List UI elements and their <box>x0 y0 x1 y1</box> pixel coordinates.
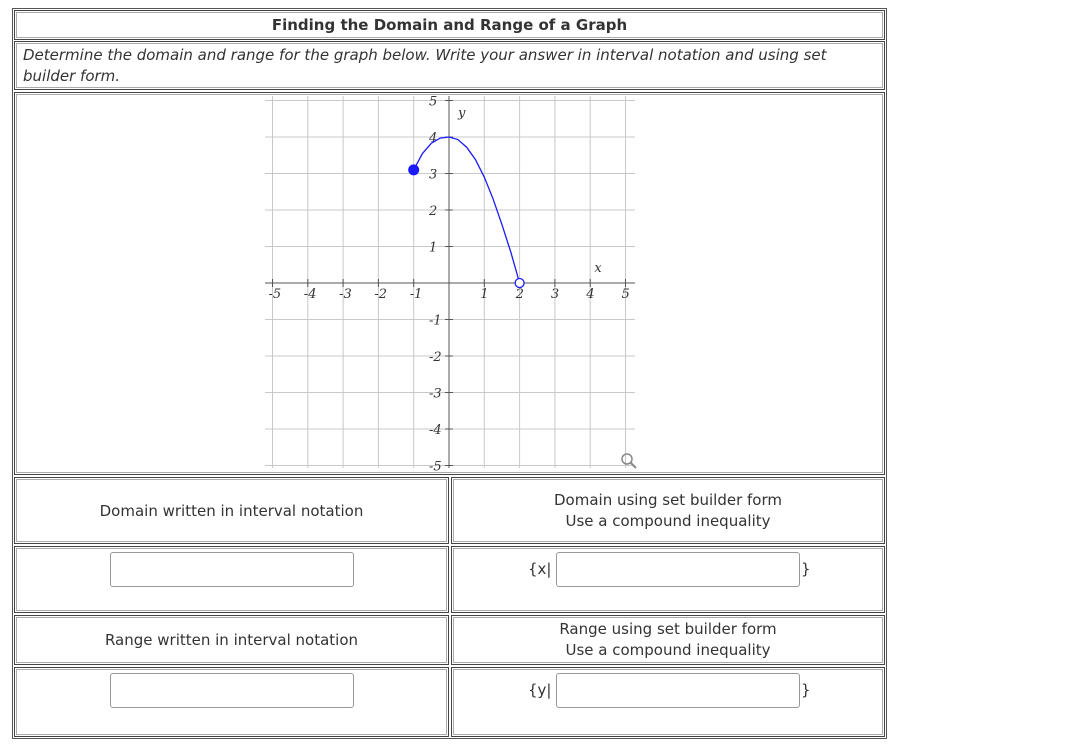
x-tick-label: 4 <box>586 287 595 302</box>
y-tick-label: 5 <box>429 94 438 110</box>
domain-interval-label-text: Domain written in interval notation <box>99 501 364 520</box>
axes <box>265 96 635 468</box>
x-tick-label: 5 <box>621 287 630 302</box>
graph-panel <box>14 92 885 475</box>
y-tick-label: -2 <box>429 350 442 365</box>
y-tick-label: 1 <box>429 240 438 256</box>
domain-set-label-text: Domain using set builder form <box>554 490 782 509</box>
domain-set-cell <box>451 546 885 613</box>
range-set-input[interactable] <box>556 673 800 708</box>
range-set-cell <box>451 667 885 737</box>
x-axis-label: x <box>594 261 602 276</box>
y-tick-label: 3 <box>429 167 438 183</box>
open-endpoint <box>515 279 524 288</box>
x-tick-label: -2 <box>374 287 388 302</box>
y-tick-label: 4 <box>429 131 438 146</box>
y-tick-label: -4 <box>429 423 442 438</box>
y-axis-label: y <box>458 105 466 121</box>
x-tick-label: 1 <box>480 287 489 302</box>
y-tick-label: -5 <box>429 459 442 474</box>
domain-set-input[interactable] <box>556 552 800 587</box>
x-tick-label: 3 <box>550 287 560 302</box>
range-interval-label <box>14 615 449 665</box>
domain-set-suffix: } <box>801 560 811 578</box>
y-tick-label: -1 <box>429 313 442 329</box>
x-tick-label: -4 <box>303 287 317 302</box>
x-tick-label: -5 <box>268 287 282 302</box>
range-interval-input[interactable] <box>110 673 354 708</box>
range-set-label <box>451 615 885 665</box>
range-set-prefix: {y| <box>528 681 552 699</box>
y-tick-label: 2 <box>429 204 438 219</box>
domain-set-label <box>451 477 885 544</box>
range-set-suffix: } <box>801 681 811 699</box>
range-interval-cell <box>14 667 449 737</box>
y-tick-label: -3 <box>429 386 442 402</box>
x-tick-label: -3 <box>339 287 352 302</box>
x-tick-label: -1 <box>409 287 423 302</box>
problem-instructions: Determine the domain and range for the graph below. Write your answer in interval notation and using set builder form. <box>14 41 885 90</box>
domain-set-hint-text: Use a compound inequality <box>565 511 771 530</box>
domain-interval-cell <box>14 546 449 613</box>
range-set-hint-text: Use a compound inequality <box>565 641 771 659</box>
range-set-label-text: Range using set builder form <box>559 620 777 638</box>
function-graph <box>15 93 884 474</box>
curve-group <box>408 137 524 288</box>
grid-lines <box>265 96 635 468</box>
domain-interval-input[interactable] <box>110 552 354 587</box>
range-interval-label-text: Range written in interval notation <box>104 631 359 649</box>
domain-interval-label <box>14 477 449 544</box>
closed-endpoint <box>408 164 419 175</box>
x-tick-label: 2 <box>515 287 524 302</box>
problem-title: Finding the Domain and Range of a Graph <box>14 10 885 40</box>
domain-set-prefix: {x| <box>528 560 552 578</box>
